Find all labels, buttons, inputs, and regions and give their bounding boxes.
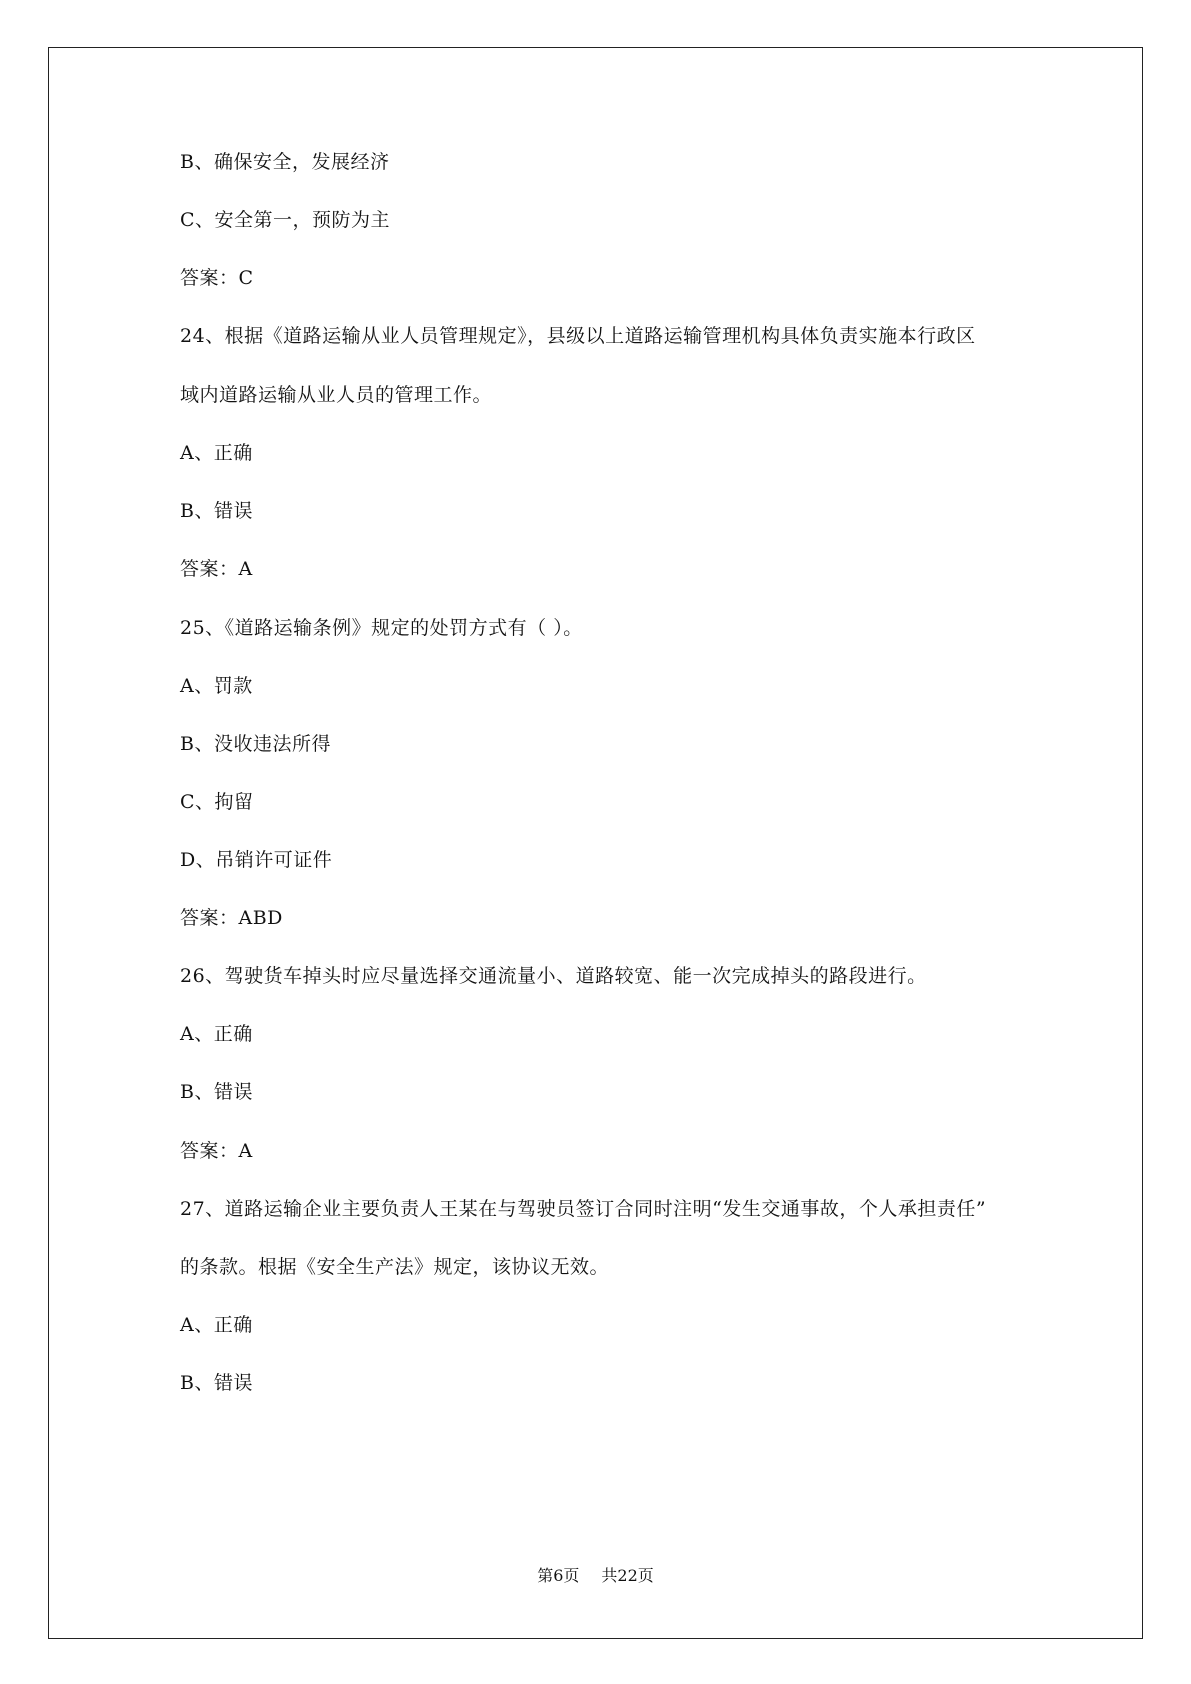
- question-line: 域内道路运输从业人员的管理工作。: [180, 384, 493, 406]
- option-line: C、拘留: [180, 791, 254, 813]
- question-line: 26、驾驶货车掉头时应尽量选择交通流量小、道路较宽、能一次完成掉头的路段进行。: [180, 965, 927, 987]
- answer-line: 答案：A: [180, 1140, 253, 1162]
- question-line: 的条款。根据《安全生产法》规定，该协议无效。: [180, 1256, 610, 1278]
- page-footer: [0, 1566, 1191, 1586]
- answer-line: 答案：A: [180, 558, 253, 580]
- option-line: B、错误: [180, 500, 253, 522]
- option-line: B、没收违法所得: [180, 733, 331, 755]
- question-line: 27、道路运输企业主要负责人王某在与驾驶员签订合同时注明“发生交通事故，个人承担责任”: [180, 1198, 987, 1220]
- page-number: 第6页: [537, 1566, 580, 1585]
- option-line: A、罚款: [180, 675, 253, 697]
- option-line: B、错误: [180, 1372, 253, 1394]
- question-line: 24、根据《道路运输从业人员管理规定》，县级以上道路运输管理机构具体负责实施本行政区: [180, 325, 976, 347]
- option-line: D、吊销许可证件: [180, 849, 333, 871]
- question-line: 25、《道路运输条例》规定的处罚方式有（ ）。: [180, 617, 583, 639]
- answer-line: 答案：ABD: [180, 907, 283, 929]
- page-total: 共22页: [601, 1566, 654, 1585]
- option-line: B、确保安全，发展经济: [180, 151, 390, 173]
- option-line: B、错误: [180, 1081, 253, 1103]
- option-line: A、正确: [180, 1314, 253, 1336]
- option-line: C、安全第一，预防为主: [180, 209, 391, 231]
- option-line: A、正确: [180, 1023, 253, 1045]
- option-line: A、正确: [180, 442, 253, 464]
- answer-line: 答案：C: [180, 267, 254, 289]
